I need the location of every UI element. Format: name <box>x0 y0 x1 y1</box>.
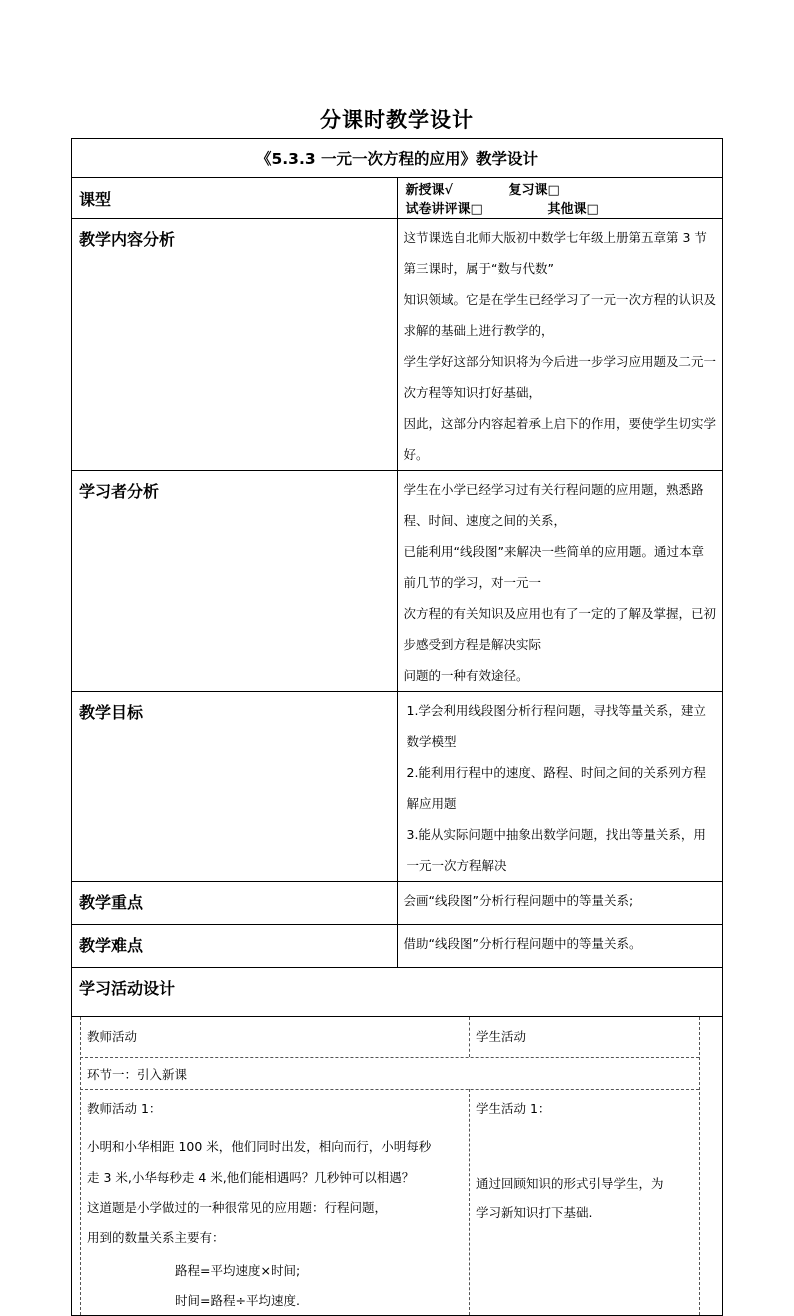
difficult-point-row <box>72 925 723 968</box>
student-activity-1-title: 学生活动 1： <box>476 1101 551 1116</box>
teacher-activity-1-line: 用到的数量关系主要有： <box>87 1230 225 1245</box>
teacher-activity-header: 教师活动 <box>87 1029 138 1044</box>
activity-design-body-row <box>72 1017 723 1316</box>
content-analysis-text <box>397 219 723 471</box>
formula-distance: 路程=平均速度×时间; <box>175 1263 301 1278</box>
student-activity-header: 学生活动 <box>476 1029 527 1044</box>
learner-analysis-text <box>397 471 723 692</box>
inner-header-rule <box>80 1057 699 1058</box>
lesson-type-row <box>72 178 723 219</box>
inner-step-rule <box>80 1089 699 1090</box>
content-analysis-line: 知识领域。它是在学生已经学习了一元一次方程的认识及求解的基础上进行教学的， <box>403 292 717 338</box>
learner-analysis-line: 问题的一种有效途径。 <box>403 668 529 683</box>
lesson-type-label: 课型 <box>72 178 398 219</box>
learner-analysis-line: 已能利用“线段图”来解决一些简单的应用题。通过本章前几节的学习，对一元一 <box>403 544 704 590</box>
learner-analysis-line: 学生在小学已经学习过有关行程问题的应用题，熟悉路程、时间、速度之间的关系， <box>403 482 704 528</box>
learner-analysis-row <box>72 471 723 692</box>
lesson-type-option-new: 新授课√ <box>405 183 454 198</box>
learner-analysis-line: 次方程的有关知识及应用也有了一定的了解及掌握，已初步感受到方程是解决实际 <box>403 606 717 652</box>
teacher-activity-1-title: 教师活动 1： <box>87 1101 162 1116</box>
teaching-goals-row <box>72 692 723 882</box>
teaching-goal-item: 2.能利用行程中的速度、路程、时间之间的关系列方程解应用题 <box>406 765 706 811</box>
inner-left-border <box>80 1017 81 1315</box>
formula-time: 时间=路程÷平均速度. <box>175 1293 300 1308</box>
learner-analysis-label: 学习者分析 <box>72 471 398 692</box>
activity-inner-table <box>72 1017 722 1315</box>
teacher-activity-1-line: 这道题是小学做过的一种很常见的应用题：行程问题， <box>87 1200 388 1215</box>
teaching-goals-label: 教学目标 <box>72 692 398 882</box>
student-activity-1-line: 通过回顾知识的形式引导学生，为 <box>476 1176 664 1191</box>
difficult-point-label: 教学难点 <box>72 925 398 968</box>
teacher-activity-1-line: 走 3 米,小华每秒走 4 米,他们能相遇吗？几秒钟可以相遇？ <box>87 1170 415 1185</box>
lesson-type-option-exam-review: 试卷讲评课□ <box>405 202 483 217</box>
lesson-design-table <box>71 138 723 1316</box>
content-analysis-row <box>72 219 723 471</box>
student-activity-1-line: 学习新知识打下基础. <box>476 1205 593 1220</box>
content-analysis-line: 这节课选自北师大版初中数学七年级上册第五章第 3 节第三课时，属于“数与代数” <box>403 230 707 276</box>
teacher-activity-1-line: 小明和小华相距 100 米，他们同时出发，相向而行，小明每秒 <box>87 1139 432 1154</box>
content-analysis-line: 学生学好这部分知识将为今后进一步学习应用题及二元一次方程等知识打好基础， <box>403 354 717 400</box>
content-analysis-line: 因此，这部分内容起着承上启下的作用，要使学生切实学好。 <box>403 416 717 462</box>
inner-right-border <box>699 1017 700 1315</box>
key-point-label: 教学重点 <box>72 882 398 925</box>
lesson-type-options <box>397 178 723 219</box>
content-analysis-label: 教学内容分析 <box>72 219 398 471</box>
lesson-type-option-review: 复习课□ <box>508 183 560 198</box>
activity-design-header-row <box>72 968 723 1017</box>
inner-header-divider <box>469 1017 470 1057</box>
lesson-title: 《5.3.3 一元一次方程的应用》教学设计 <box>72 139 723 178</box>
page-title: 分课时教学设计 <box>320 108 474 132</box>
teaching-goal-item: 3.能从实际问题中抽象出数学问题，找出等量关系，用一元一次方程解决 <box>406 827 706 873</box>
difficult-point-text: 借助“线段图”分析行程问题中的等量关系。 <box>397 925 723 968</box>
activity-design-body <box>72 1017 723 1316</box>
key-point-row <box>72 882 723 925</box>
teaching-goals-text <box>397 692 723 882</box>
key-point-text: 会画“线段图”分析行程问题中的等量关系; <box>397 882 723 925</box>
teaching-goal-item: 1.学会利用线段图分析行程问题，寻找等量关系，建立数学模型 <box>406 703 706 749</box>
activity-design-label: 学习活动设计 <box>72 968 723 1017</box>
lesson-type-option-other: 其他课□ <box>547 202 599 217</box>
step-one-title: 环节一：引入新课 <box>87 1067 188 1082</box>
